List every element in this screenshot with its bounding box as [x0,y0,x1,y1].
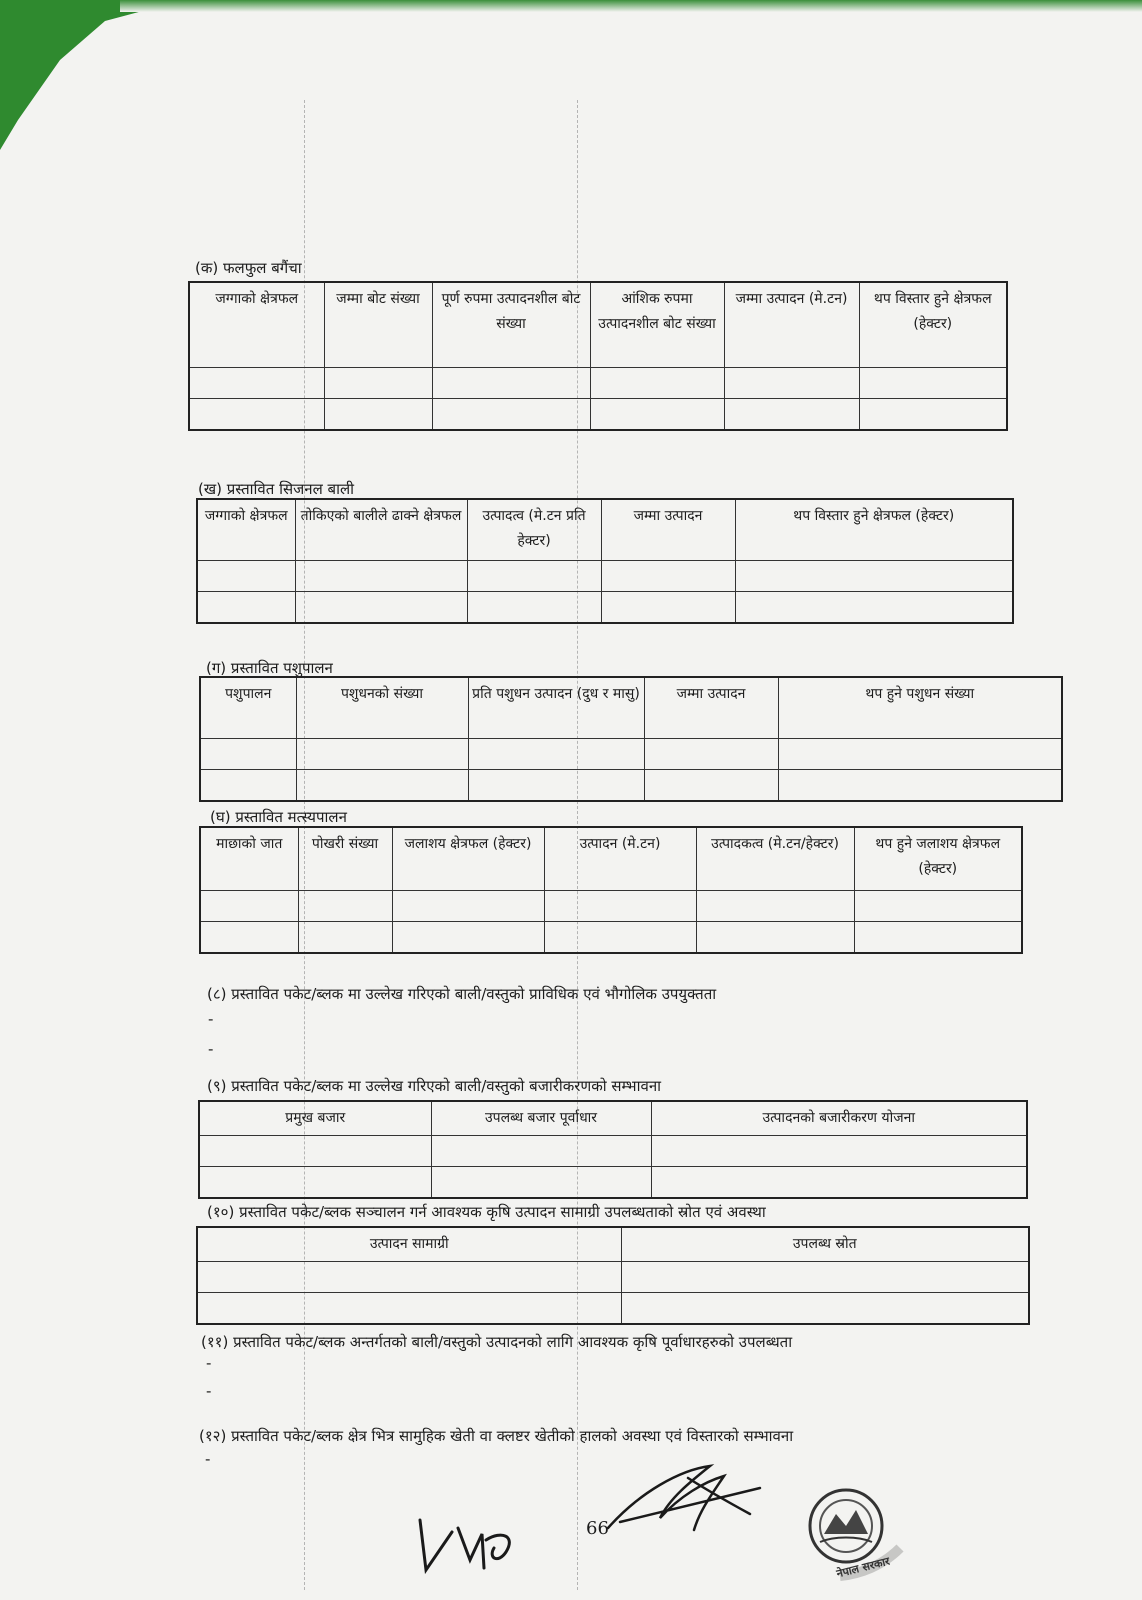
section-9-title: (९) प्रस्तावित पकेट/ब्लक मा उल्लेख गरिएको बाली/वस्तुको बजारीकरणको सम्भावना [207,1077,662,1095]
section-11-title: (११) प्रस्तावित पकेट/ब्लक अन्तर्गतको बाली/वस्तुको उत्पादनको लागि आवश्यक कृषि पूर्वाधारहरुको उपलब्धता [201,1333,793,1351]
header-cell: तोकिएको बालीले ढाक्ने क्षेत्रफल [295,499,467,561]
empty-cell[interactable] [651,1166,1027,1198]
empty-cell[interactable] [199,1135,431,1166]
header-cell: उत्पादन (मे.टन) [544,827,696,891]
header-cell: पशुधनको संख्या [296,677,468,739]
empty-cell[interactable] [468,770,644,802]
empty-cell[interactable] [644,739,778,770]
header-cell: उपलब्ध बजार पूर्वाधार [431,1101,651,1135]
empty-cell[interactable] [392,891,544,922]
table-row [197,561,1013,592]
empty-cell[interactable] [189,399,324,431]
empty-cell[interactable] [724,368,859,399]
section-kha-title: (ख) प्रस्तावित सिजनल बाली [198,480,355,498]
header-cell: उपलब्ध स्रोत [621,1227,1029,1261]
section-ga-title: (ग) प्रस्तावित पशुपालन [206,659,333,677]
empty-cell[interactable] [724,399,859,431]
empty-cell[interactable] [295,561,467,592]
header-cell: उत्पादकत्व (मे.टन/हेक्टर) [696,827,854,891]
empty-cell[interactable] [859,368,1007,399]
empty-cell[interactable] [296,739,468,770]
empty-cell[interactable] [431,1135,651,1166]
table-row [189,368,1007,399]
header-cell: पशुपालन [200,677,296,739]
section-10-title: (१०) प्रस्तावित पकेट/ब्लक सञ्चालन गर्न आवश्यक कृषि उत्पादन सामाग्री उपलब्धताको स्रोत एवं अवस्था [207,1203,766,1221]
empty-cell[interactable] [467,561,601,592]
empty-cell[interactable] [544,922,696,954]
table-seasonal-crop [196,498,1014,624]
empty-cell[interactable] [544,891,696,922]
empty-cell[interactable] [431,1166,651,1198]
empty-cell[interactable] [601,561,735,592]
empty-cell[interactable] [200,770,296,802]
signature-left [412,1500,522,1580]
empty-cell[interactable] [432,368,590,399]
empty-cell[interactable] [298,891,392,922]
empty-cell[interactable] [735,592,1013,624]
list-dash: - [208,1040,214,1058]
table-marketing [198,1100,1028,1199]
page-number: 66 [586,1518,609,1539]
header-cell: जलाशय क्षेत्रफल (हेक्टर) [392,827,544,891]
empty-cell[interactable] [189,368,324,399]
table-fruit-orchard [188,281,1008,431]
table-row [200,739,1062,770]
header-cell: जग्गाको क्षेत्रफल [197,499,295,561]
table-inputs [196,1226,1030,1325]
empty-cell[interactable] [468,739,644,770]
empty-cell[interactable] [392,922,544,954]
signature-center [600,1452,770,1542]
header-cell: प्रमुख बजार [199,1101,431,1135]
table-row [199,1135,1027,1166]
header-cell: उत्पादन सामाग्री [197,1227,621,1261]
header-cell: जम्मा उत्पादन [644,677,778,739]
empty-cell[interactable] [324,399,432,431]
empty-cell[interactable] [197,561,295,592]
header-cell: थप विस्तार हुने क्षेत्रफल (हेक्टर) [735,499,1013,561]
table-row [200,770,1062,802]
empty-cell[interactable] [467,592,601,624]
empty-cell[interactable] [621,1261,1029,1292]
header-cell: थप हुने जलाशय क्षेत्रफल (हेक्टर) [854,827,1022,891]
section-ka-title: (क) फलफुल बगैंचा [195,259,302,277]
table-row [197,1261,1029,1292]
empty-cell[interactable] [778,770,1062,802]
table-row [197,592,1013,624]
empty-cell[interactable] [696,891,854,922]
table-row [200,891,1022,922]
header-cell: प्रति पशुधन उत्पादन (दुध र मासु) [468,677,644,739]
header-cell: माछाको जात [200,827,298,891]
empty-cell[interactable] [735,561,1013,592]
empty-cell[interactable] [296,770,468,802]
table-row [197,1292,1029,1324]
empty-cell[interactable] [200,739,296,770]
table-row [189,399,1007,431]
empty-cell[interactable] [778,739,1062,770]
top-edge-shadow [120,0,1142,12]
header-cell: जग्गाको क्षेत्रफल [189,282,324,368]
empty-cell[interactable] [590,368,724,399]
header-cell: जम्मा उत्पादन (मे.टन) [724,282,859,368]
list-dash: - [206,1354,212,1372]
empty-cell[interactable] [854,891,1022,922]
empty-cell[interactable] [197,1261,621,1292]
section-12-title: (१२) प्रस्तावित पकेट/ब्लक क्षेत्र भित्र सामुहिक खेती वा क्लष्टर खेतीको हालको अवस्था एवं विस्तारको सम्भावना [199,1427,794,1445]
empty-cell[interactable] [324,368,432,399]
page-corner-shadow [0,0,150,150]
section-gha-title: (घ) प्रस्तावित मत्स्यपालन [210,808,347,826]
table-livestock [199,676,1063,802]
empty-cell[interactable] [854,922,1022,954]
empty-cell[interactable] [859,399,1007,431]
empty-cell[interactable] [200,891,298,922]
list-dash: - [205,1450,211,1468]
header-cell: जम्मा बोट संख्या [324,282,432,368]
empty-cell[interactable] [197,592,295,624]
empty-cell[interactable] [298,922,392,954]
empty-cell[interactable] [696,922,854,954]
header-cell: थप हुने पशुधन संख्या [778,677,1062,739]
list-dash: - [206,1382,212,1400]
table-fishery [199,826,1023,954]
header-cell: पूर्ण रुपमा उत्पादनशील बोट संख्या [432,282,590,368]
empty-cell[interactable] [621,1292,1029,1324]
empty-cell[interactable] [601,592,735,624]
header-cell: उत्पादत्व (मे.टन प्रति हेक्टर) [467,499,601,561]
header-cell: उत्पादनको बजारीकरण योजना [651,1101,1027,1135]
header-cell: आंशिक रुपमा उत्पादनशील बोट संख्या [590,282,724,368]
empty-cell[interactable] [295,592,467,624]
list-dash: - [208,1010,214,1028]
header-cell: थप विस्तार हुने क्षेत्रफल (हेक्टर) [859,282,1007,368]
table-row [199,1166,1027,1198]
empty-cell[interactable] [199,1166,431,1198]
section-8-title: (८) प्रस्तावित पकेट/ब्लक मा उल्लेख गरिएको बाली/वस्तुको प्राविधिक एवं भौगोलिक उपयुक्तता [207,985,717,1003]
empty-cell[interactable] [432,399,590,431]
empty-cell[interactable] [200,922,298,954]
table-row [200,922,1022,954]
seal-text: नेपाल सरकार [835,1554,892,1581]
header-cell: पोखरी संख्या [298,827,392,891]
empty-cell[interactable] [590,399,724,431]
header-cell: जम्मा उत्पादन [601,499,735,561]
empty-cell[interactable] [197,1292,621,1324]
empty-cell[interactable] [644,770,778,802]
empty-cell[interactable] [651,1135,1027,1166]
